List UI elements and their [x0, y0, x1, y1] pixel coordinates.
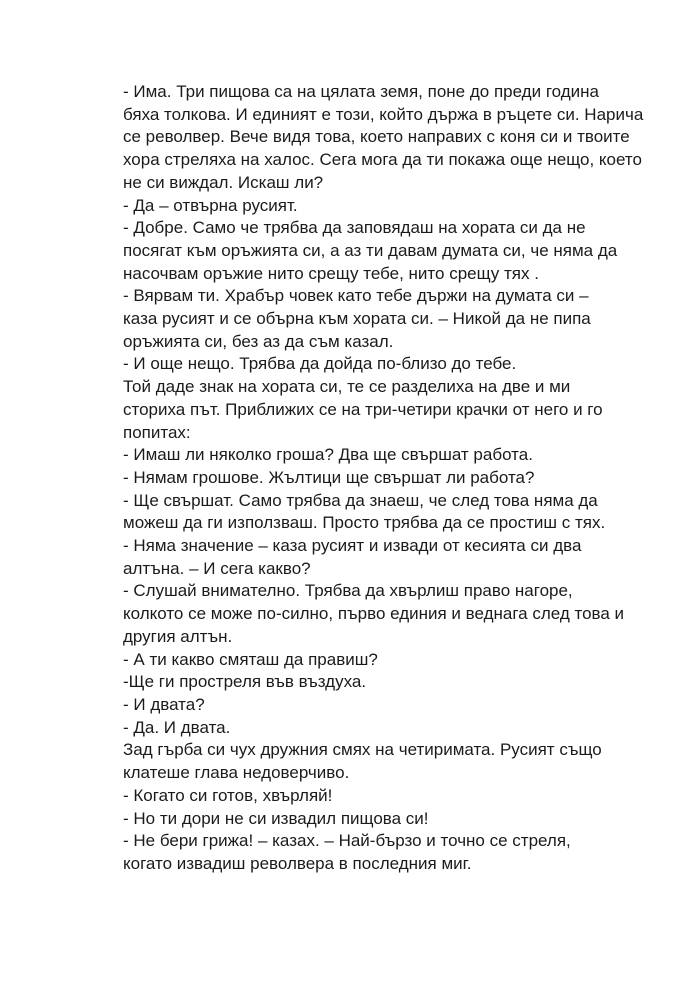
paragraph: [86, 649, 626, 672]
text-line: попитах:: [123, 422, 191, 442]
text-line: колкото се може по-силно, първо единия и веднага след това и: [123, 604, 625, 624]
text-line: сториха път. Приближих се на три-четири крачки от него и го: [123, 399, 603, 419]
text-line: насочвам оръжие нито срещу тебе, нито срещу тях .: [123, 263, 539, 283]
text-line: - Вярвам ти. Храбър човек като тебе държи на думата си –: [123, 286, 589, 306]
text-line: каза русият и се обърна към хората си. – Никой да не пипа: [123, 309, 591, 329]
paragraph: [86, 217, 626, 285]
paragraph: [86, 535, 626, 580]
text-line: можеш да ги използваш. Просто трябва да се простиш с тях.: [123, 513, 606, 533]
text-line: - Нямам грошове. Жълтици ще свършат ли работа?: [123, 467, 535, 487]
text-line: - Добре. Само че трябва да заповядаш на хората си да не: [123, 218, 586, 238]
text-line: - Имаш ли няколко гроша? Два ще свършат работа.: [123, 445, 533, 465]
text-line: оръжията си, без аз да съм казал.: [123, 331, 394, 351]
text-line: - И двата?: [123, 694, 205, 714]
text-line: бяха толкова. И единият е този, който държа в ръцете си. Нарича: [123, 104, 644, 124]
paragraph: [86, 353, 626, 376]
text-line: - Но ти дори не си извадил пищова си!: [123, 808, 429, 828]
text-line: когато извадиш револвера в последния миг.: [123, 853, 472, 873]
text-line: - Има. Три пищова са на цялата земя, поне до преди година: [123, 82, 599, 101]
paragraph: [86, 694, 626, 717]
text-line: - Не бери грижа! – казах. – Най-бързо и точно се стреля,: [123, 831, 571, 851]
paragraph: [86, 671, 626, 694]
text-line: се револвер. Вече видя това, което направих с коня си и твоите: [123, 127, 630, 147]
text-line: - Ще свършат. Само трябва да знаеш, че след това няма да: [123, 490, 598, 510]
text-line: Той даде знак на хората си, те се разделиха на две и ми: [123, 377, 571, 397]
paragraph: [86, 830, 626, 875]
text-line: другия алтън.: [123, 626, 233, 646]
paragraph: [86, 739, 626, 784]
text-line: -Ще ги простреля във въздуха.: [123, 672, 367, 692]
text-line: клатеше глава недоверчиво.: [123, 763, 350, 783]
text-line: - И още нещо. Трябва да дойда по-близо до тебе.: [123, 354, 517, 374]
paragraph: [86, 808, 626, 831]
text-line: - А ти какво смяташ да правиш?: [123, 649, 378, 669]
body-text: [86, 81, 644, 876]
text-line: хора стреляха на халос. Сега мога да ти покажа още нещо, което: [123, 150, 642, 170]
paragraph: [86, 467, 626, 490]
paragraph: [86, 785, 626, 808]
paragraph: [86, 717, 626, 740]
paragraph: [86, 580, 626, 648]
paragraph: [86, 376, 626, 444]
text-line: алтъна. – И сега какво?: [123, 558, 311, 578]
text-line: Зад гърба си чух дружния смях на четиримата. Русият също: [123, 740, 602, 760]
paragraph: [86, 444, 626, 467]
paragraph: [86, 81, 644, 195]
text-line: - Да. И двата.: [123, 717, 231, 737]
paragraph: [86, 195, 626, 218]
paragraph: [86, 285, 626, 353]
text-line: - Да – отвърна русият.: [123, 195, 298, 215]
paragraph: [86, 490, 626, 535]
text-line: - Когато си готов, хвърляй!: [123, 785, 333, 805]
text-line: - Няма значение – каза русият и извади от кесията си два: [123, 536, 582, 556]
text-line: - Слушай внимателно. Трябва да хвърлиш право нагоре,: [123, 581, 573, 601]
text-line: не си виждал. Искаш ли?: [123, 172, 324, 192]
text-line: посягат към оръжията си, а аз ти давам думата си, че няма да: [123, 240, 618, 260]
